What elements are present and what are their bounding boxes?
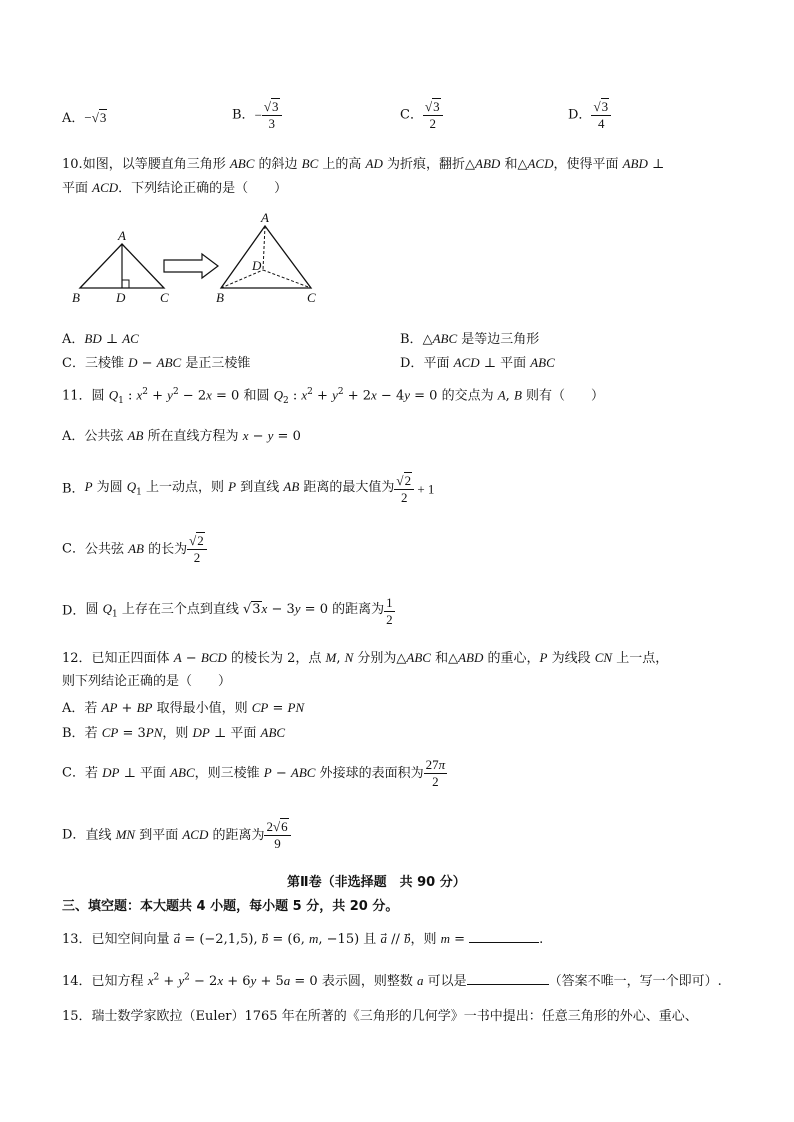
q10-figure bbox=[66, 212, 326, 308]
q14: 14．已知方程 $x^2 + y^2 - 2x + 6y + 5a = 0$ 表示圆，则整数 a 可以是 （答案不唯一，写一个即可）. bbox=[62, 972, 722, 989]
q11-option-c: C．公共弦 AB 的长为 $\frac{√2}{2}$ bbox=[62, 534, 207, 564]
q9-option-b: B．− $\frac{√3}{3}$ bbox=[232, 100, 282, 130]
q12-option-a: A．若 AP + BP 取得最小值，则 CP = PN bbox=[62, 700, 305, 716]
part2-title: 第Ⅱ卷（非选择题 共 90 分） bbox=[287, 875, 466, 890]
q12-stem-line1: 12．已知正四面体 A − BCD 的棱长为 2，点 M, N 分别为△ABC 和△ABD 的重心，P 为线段 CN 上一点， bbox=[62, 650, 669, 666]
q12-option-c: C．若 DP ⊥ 平面 ABC，则三棱锥 P − ABC 外接球的表面积为 $\frac{27\pi}{2}$ bbox=[62, 757, 446, 789]
q11-option-d: D．圆 $Q_1$ 上存在三个点到直线 √3x − 3y = 0 的距离为 $\frac{1}{2}$ bbox=[62, 595, 393, 627]
q9-option-c: C． $\frac{√3}{2}$ bbox=[400, 100, 443, 130]
q13: 13．已知空间向量 a⃗ = (−2,1,5), b⃗ = (6, m, −15) 且 a⃗ // b⃗，则 m = . bbox=[62, 931, 544, 947]
fig-right-label-b: B bbox=[216, 290, 224, 305]
q12-option-b: B．若 CP = 3PN，则 DP ⊥ 平面 ABC bbox=[62, 725, 286, 741]
fig-right-label-c: C bbox=[307, 290, 316, 305]
q12-stem-line2: 则下列结论正确的是（ ） bbox=[62, 674, 232, 689]
q10-option-c: C．三棱锥 D − ABC 是正三棱锥 bbox=[62, 355, 251, 371]
fig-left-label-b: B bbox=[72, 290, 80, 305]
q15: 15．瑞士数学家欧拉（Euler）1765 年在所著的《三角形的几何学》一书中提出：任意三角形的外心、重心、 bbox=[62, 1009, 698, 1024]
q11-stem: 11．圆 $Q_1$ : $x^2 + y^2 - 2x = 0$ 和圆 $Q_2$ : $x^2 + y^2 + 2x - 4y = 0$ 的交点为 A, B 则有（ ） bbox=[62, 387, 605, 406]
q10-stem-line2: 平面 ACD．下列结论正确的是（ ） bbox=[62, 180, 288, 196]
fig-left-label-a: A bbox=[118, 228, 126, 243]
q12-option-d: D．直线 MN 到平面 ACD 的距离为 $\frac{2√6}{9}$ bbox=[62, 820, 291, 850]
fig-left-label-c: C bbox=[160, 290, 169, 305]
arrow-icon bbox=[164, 254, 218, 278]
q10-option-a: A．BD ⊥ AC bbox=[62, 331, 139, 347]
fig-right-label-a: A bbox=[261, 212, 269, 225]
q9-option-d: D． $\frac{√3}{4}$ bbox=[568, 100, 611, 130]
section-fill-in-title: 三、填空题：本大题共 4 小题，每小题 5 分，共 20 分。 bbox=[62, 899, 399, 914]
q10-option-d: D．平面 ACD ⊥ 平面 ABC bbox=[400, 355, 555, 371]
q10-option-b: B．△ABC 是等边三角形 bbox=[400, 331, 540, 347]
q11-option-a: A．公共弦 AB 所在直线方程为 x − y = 0 bbox=[62, 428, 301, 444]
q10-stem-line1: 10.如图，以等腰直角三角形 ABC 的斜边 BC 上的高 AD 为折痕，翻折△ABD 和△ACD，使得平面 ABD ⊥ bbox=[62, 156, 665, 172]
fig-left-label-d: D bbox=[116, 290, 126, 305]
q9-option-a: A．−√3 bbox=[62, 110, 107, 126]
q11-option-b: B．P 为圆 $Q_1$ 上一动点，则 P 到直线 AB 距离的最大值为 $\frac{√2}{2}$ + 1 bbox=[62, 473, 435, 505]
fig-right-label-d: D bbox=[252, 258, 262, 273]
